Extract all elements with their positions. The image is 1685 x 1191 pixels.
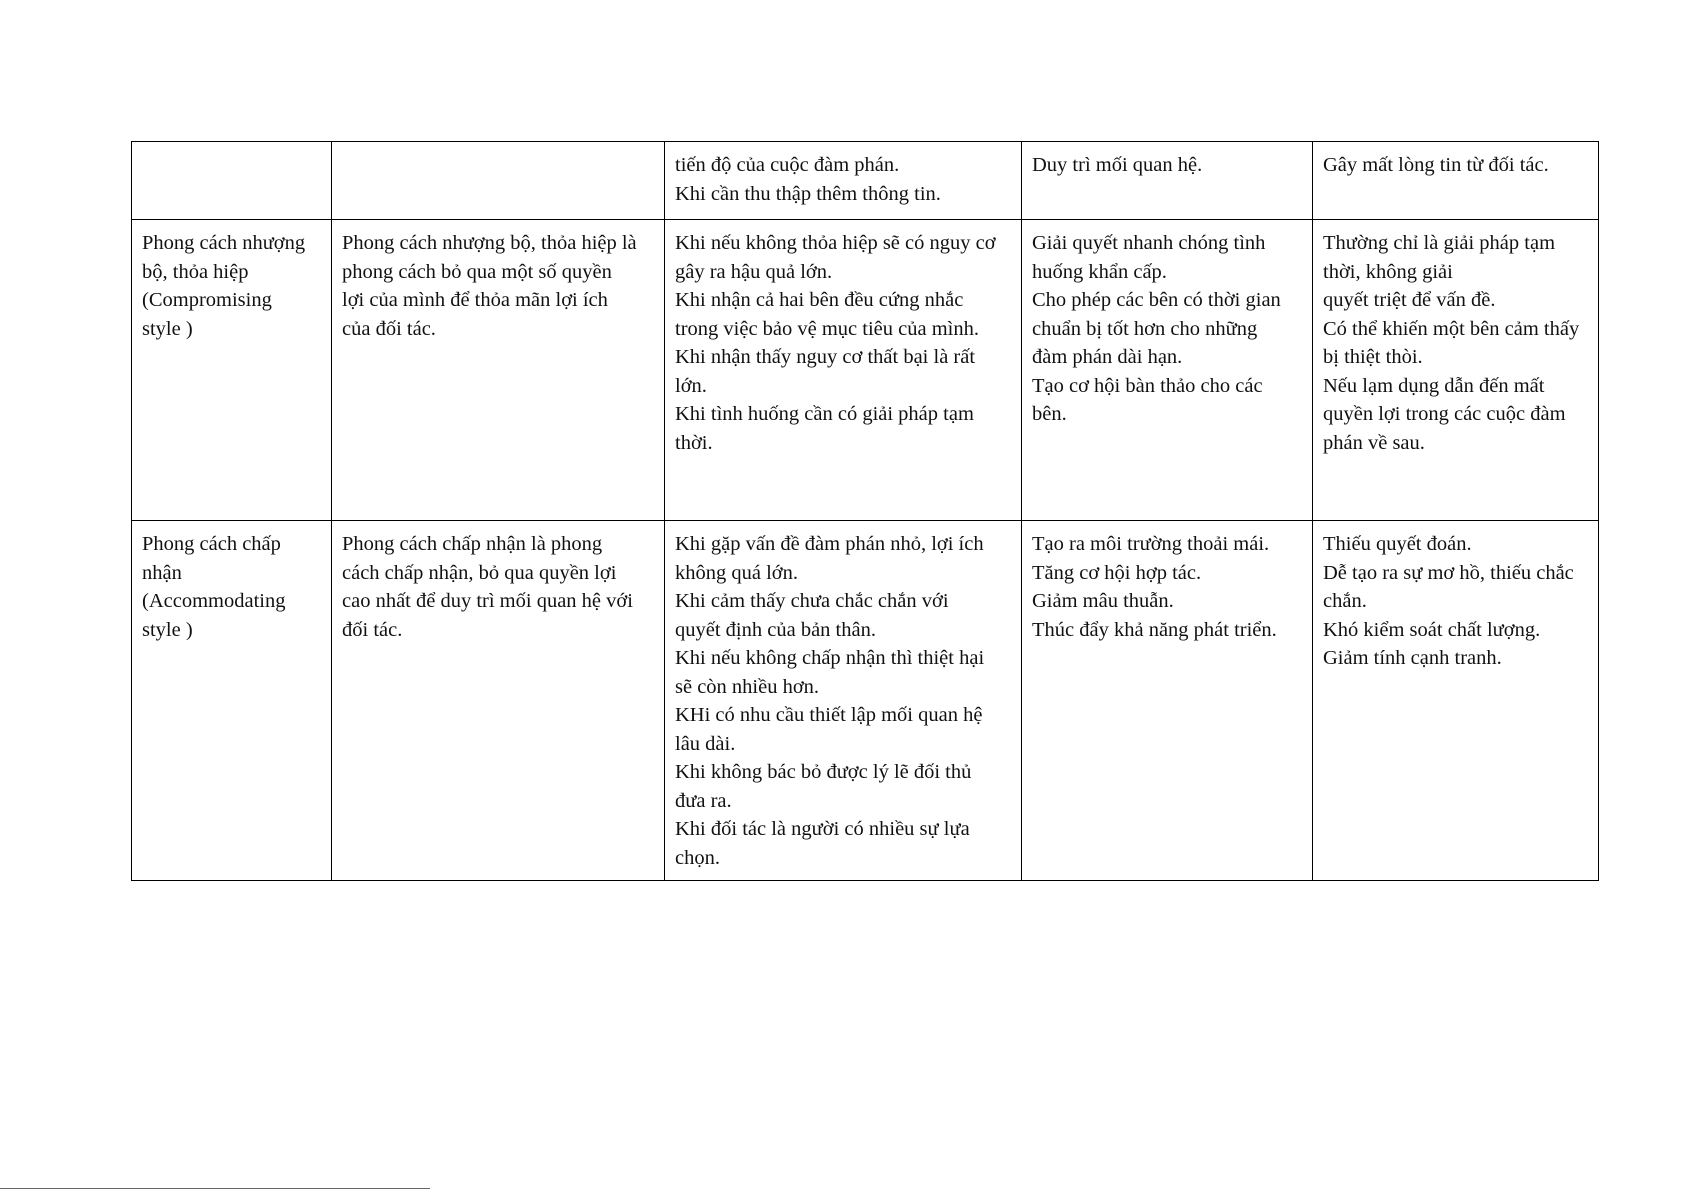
cell-text-line: Dễ tạo ra sự mơ hồ, thiếu chắc bbox=[1323, 561, 1574, 584]
cell-text-line: chuẩn bị tốt hơn cho những bbox=[1032, 317, 1258, 340]
cell-text-line: gây ra hậu quả lớn. bbox=[675, 260, 833, 283]
cell-text-line: style ) bbox=[142, 317, 193, 340]
cell-text-line: huống khẩn cấp. bbox=[1032, 260, 1167, 283]
cell-text-line: Khi nếu không chấp nhận thì thiệt hại bbox=[675, 647, 985, 669]
cell-text-line: Nếu lạm dụng dẫn đến mất bbox=[1323, 374, 1545, 397]
when-to-use-cell bbox=[665, 220, 1022, 521]
cell-text-line: Khi cần thu thập thêm thông tin. bbox=[675, 182, 941, 205]
cell-text-line: (Accommodating bbox=[142, 590, 286, 612]
table-row bbox=[132, 220, 1599, 521]
cell-text-line: Tăng cơ hội hợp tác. bbox=[1032, 561, 1202, 584]
cell-text-line: cao nhất để duy trì mối quan hệ với bbox=[342, 590, 633, 612]
cell-text-line: đối tác. bbox=[342, 618, 403, 641]
cell-text-line: Thường chỉ là giải pháp tạm bbox=[1323, 232, 1556, 254]
definition-cell bbox=[332, 521, 665, 881]
cell-text-line: Tạo ra môi trường thoải mái. bbox=[1032, 533, 1270, 555]
when-to-use-cell bbox=[665, 142, 1022, 220]
cell-text-line: Cho phép các bên có thời gian bbox=[1032, 289, 1281, 311]
cell-text-line: đưa ra. bbox=[675, 789, 732, 812]
style-name-cell bbox=[132, 521, 332, 881]
cell-text-line: Có thể khiến một bên cảm thấy bbox=[1323, 317, 1580, 340]
cell-text-line: Gây mất lòng tin từ đối tác. bbox=[1323, 154, 1549, 176]
cell-text-line: sẽ còn nhiều hơn. bbox=[675, 675, 820, 698]
cell-text-line: style ) bbox=[142, 618, 193, 641]
cell-text-line: Phong cách chấp nhận là phong bbox=[342, 533, 603, 555]
cell-text-line: đàm phán dài hạn. bbox=[1032, 346, 1183, 368]
cell-text-line: Thúc đẩy khả năng phát triển. bbox=[1032, 618, 1277, 641]
cell-text-line: Thiếu quyết đoán. bbox=[1323, 533, 1472, 555]
cell-text-line: Phong cách chấp bbox=[142, 533, 281, 555]
cell-text-line: Khi gặp vấn đề đàm phán nhỏ, lợi ích bbox=[675, 533, 984, 555]
cell-text-line: Giảm tính cạnh tranh. bbox=[1323, 647, 1502, 669]
table-row bbox=[132, 521, 1599, 881]
cell-text-line: Duy trì mối quan hệ. bbox=[1032, 154, 1203, 176]
advantages-cell bbox=[1022, 220, 1313, 521]
disadvantages-cell bbox=[1313, 220, 1599, 521]
cell-text-line: nhận bbox=[142, 561, 182, 584]
cell-text-line: trong việc bảo vệ mục tiêu của mình. bbox=[675, 317, 979, 340]
cell-text-line: phong cách bỏ qua một số quyền bbox=[342, 260, 612, 283]
cell-text-line: Phong cách nhượng bộ, thỏa hiệp là bbox=[342, 232, 637, 254]
cell-text-line: cách chấp nhận, bỏ qua quyền lợi bbox=[342, 561, 617, 584]
definition-cell bbox=[332, 142, 665, 220]
cell-text-line: lợi của mình để thỏa mãn lợi ích bbox=[342, 289, 608, 311]
cell-text-line: Khi cảm thấy chưa chắc chắn với bbox=[675, 590, 949, 612]
cell-text-line: quyết triệt để vấn đề. bbox=[1323, 289, 1496, 311]
cell-text-line: Khó kiểm soát chất lượng. bbox=[1323, 618, 1541, 641]
style-name-cell bbox=[132, 220, 332, 521]
cell-text-line: phán về sau. bbox=[1323, 431, 1425, 454]
page-bottom-rule bbox=[0, 1188, 430, 1189]
cell-text-line: quyết định của bản thân. bbox=[675, 618, 876, 641]
cell-text-line: quyền lợi trong các cuộc đàm bbox=[1323, 403, 1566, 425]
disadvantages-cell bbox=[1313, 142, 1599, 220]
cell-text-line: bên. bbox=[1032, 403, 1067, 425]
definition-cell bbox=[332, 220, 665, 521]
advantages-cell bbox=[1022, 521, 1313, 881]
when-to-use-cell bbox=[665, 521, 1022, 881]
disadvantages-cell bbox=[1313, 521, 1599, 881]
cell-text-line: thời. bbox=[675, 431, 713, 454]
cell-text-line: Khi nhận thấy nguy cơ thất bại là rất bbox=[675, 346, 976, 368]
cell-text-line: bộ, thỏa hiệp bbox=[142, 260, 249, 283]
cell-text-line: thời, không giải bbox=[1323, 260, 1453, 283]
advantages-cell bbox=[1022, 142, 1313, 220]
cell-text-line: Khi đối tác là người có nhiều sự lựa bbox=[675, 818, 970, 840]
cell-text-line: Tạo cơ hội bàn thảo cho các bbox=[1032, 374, 1263, 397]
cell-text-line: Khi tình huống cần có giải pháp tạm bbox=[675, 403, 974, 425]
cell-text-line: (Compromising bbox=[142, 289, 272, 311]
cell-text-line: lâu dài. bbox=[675, 732, 736, 755]
negotiation-styles-table bbox=[131, 141, 1599, 881]
cell-text-line: của đối tác. bbox=[342, 317, 436, 340]
cell-text-line: Giảm mâu thuẫn. bbox=[1032, 590, 1174, 612]
cell-text-line: Khi không bác bỏ được lý lẽ đối thủ bbox=[675, 761, 972, 783]
cell-text-line: tiến độ của cuộc đàm phán. bbox=[675, 154, 900, 176]
cell-text-line: Khi nhận cả hai bên đều cứng nhắc bbox=[675, 289, 964, 311]
cell-text-line: lớn. bbox=[675, 374, 707, 397]
cell-text-line: chắn. bbox=[1323, 590, 1367, 612]
cell-text-line: Phong cách nhượng bbox=[142, 232, 306, 254]
table-row bbox=[132, 142, 1599, 220]
cell-text-line: không quá lớn. bbox=[675, 561, 799, 584]
style-name-cell bbox=[132, 142, 332, 220]
cell-text-line: chọn. bbox=[675, 846, 720, 869]
cell-text-line: Khi nếu không thỏa hiệp sẽ có nguy cơ bbox=[675, 232, 996, 254]
cell-text-line: KHi có nhu cầu thiết lập mối quan hệ bbox=[675, 704, 983, 726]
cell-text-line: Giải quyết nhanh chóng tình bbox=[1032, 232, 1266, 254]
cell-text-line: bị thiệt thòi. bbox=[1323, 346, 1423, 368]
